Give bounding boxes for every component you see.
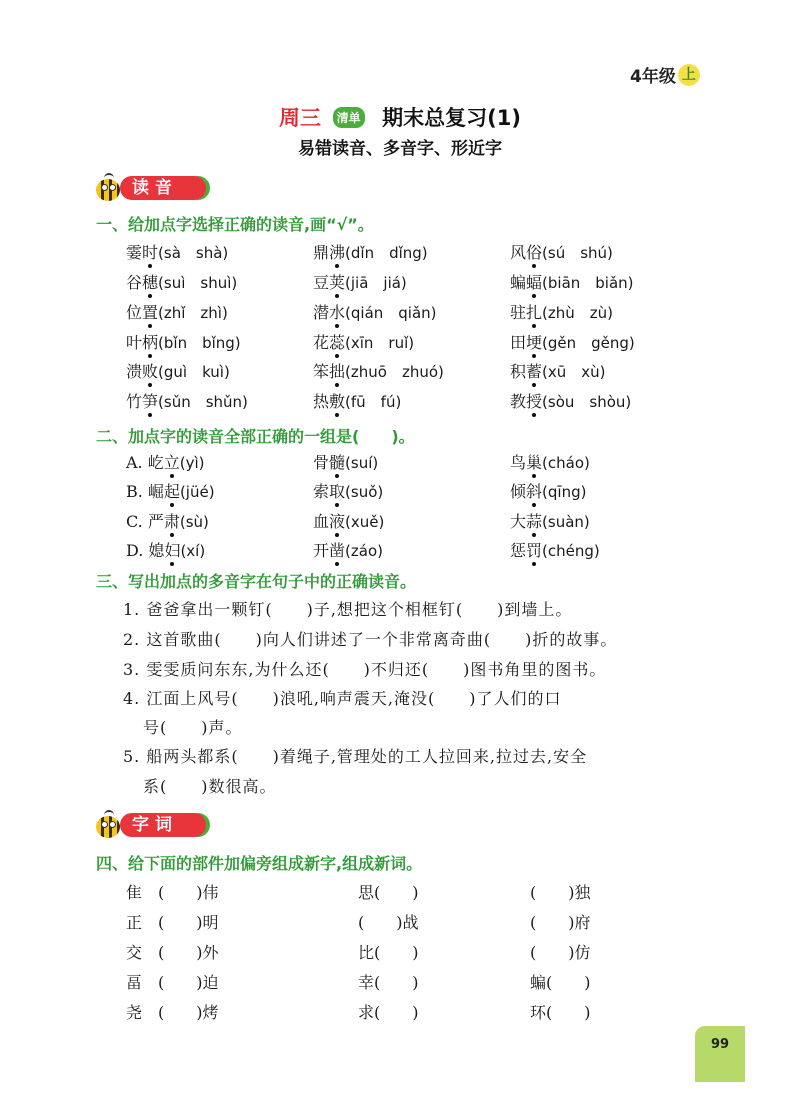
pinyin-options: (bǐn bǐng) (158, 334, 241, 352)
word-item: 交 ( )外 (126, 943, 219, 962)
char: 索 (313, 482, 330, 501)
grade-badge: 上 (678, 64, 700, 86)
page-subtitle: 易错读音、多音字、形近字 (298, 139, 502, 159)
char: 花 (313, 333, 330, 352)
pinyin: (qīng) (542, 483, 587, 501)
reading-item (126, 270, 237, 293)
dotted-char: 妇 (164, 538, 180, 561)
dotted-char: 置 (142, 300, 158, 323)
dotted-char: 俗 (526, 240, 542, 263)
dotted-char: 蝠 (526, 270, 542, 293)
choice-item (313, 450, 378, 473)
char: 叶 (126, 333, 143, 352)
word-item: ( )府 (530, 913, 591, 932)
reading-item (510, 270, 634, 293)
dotted-char: 笋 (142, 389, 158, 412)
pinyin: (suàn) (542, 513, 590, 531)
char: 大 (510, 512, 527, 531)
char: 位 (126, 303, 143, 322)
reading-banner (94, 173, 212, 203)
char: 风 (510, 243, 527, 262)
reading-row (0, 359, 800, 387)
reading-item (510, 330, 635, 353)
dotted-char: 埂 (526, 330, 542, 353)
dotted-char: 起 (164, 479, 180, 502)
pinyin: (sù) (179, 513, 209, 531)
dotted-char: 荚 (329, 270, 345, 293)
pinyin: (yì) (179, 454, 205, 472)
reading-item (313, 300, 437, 323)
choice-item (126, 538, 205, 561)
reading-item (126, 359, 230, 382)
reading-item (126, 240, 228, 263)
title-main: 期末总复习(1) (382, 106, 521, 130)
char: 倾 (510, 482, 527, 501)
choice-row (0, 479, 800, 507)
dotted-char: 时 (142, 240, 158, 263)
char: 竹 (126, 392, 143, 411)
char: 积 (510, 362, 527, 381)
title-prefix: 周三 (279, 106, 321, 130)
section2-heading: 二、加点字的读音全部正确的一组是( )。 (96, 427, 415, 446)
sentence-1: 1. 爸爸拿出一颗钉( )子,想把这个相框钉( )到墙上。 (123, 600, 573, 619)
pinyin-options: (gěn gěng) (542, 334, 635, 352)
char: 惩 (510, 541, 527, 560)
reading-banner-label: 读音 (120, 176, 206, 200)
pinyin: (jüé) (179, 483, 215, 501)
pinyin-options: (sú shú) (542, 244, 613, 262)
pinyin: (suí) (345, 454, 379, 472)
dotted-char: 敷 (329, 389, 345, 412)
pinyin: (xí) (180, 542, 206, 560)
dotted-char: 斜 (526, 479, 542, 502)
sentence-4: 4. 江面上风号( )浪吼,响声震天,淹没( )了人们的口 (123, 689, 562, 708)
char: D. 媳 (126, 541, 165, 560)
word-item: 环( ) (530, 1003, 591, 1022)
char: 血 (313, 512, 330, 531)
choice-item (126, 509, 209, 532)
char: 开 (313, 541, 330, 560)
char: 潜 (313, 303, 330, 322)
word-item: 隹 ( )伟 (126, 883, 219, 902)
reading-item (126, 330, 241, 353)
sentence-5-cont: 系( )数很高。 (143, 777, 277, 796)
char: 笨 (313, 362, 330, 381)
reading-item (510, 359, 606, 382)
reading-item (313, 330, 414, 353)
sentence-4-cont: 号( )声。 (143, 718, 243, 737)
pinyin: (suǒ) (345, 483, 384, 501)
dotted-char: 取 (329, 479, 345, 502)
choice-item (510, 479, 586, 502)
word-item: 尧 ( )烤 (126, 1003, 219, 1022)
reading-item (126, 300, 228, 323)
choice-item (126, 450, 205, 473)
reading-item (313, 270, 407, 293)
word-item: ( )独 (530, 883, 591, 902)
pinyin-options: (zhǐ zhì) (158, 304, 228, 322)
char: 鼎 (313, 243, 330, 262)
char: C. 严 (126, 512, 164, 531)
dotted-char: 沸 (329, 240, 345, 263)
pinyin-options: (guì kuì) (158, 363, 230, 381)
grade-text: 4年级 (630, 67, 676, 87)
reading-item (510, 389, 631, 412)
reading-item (510, 300, 613, 323)
dotted-char: 蕊 (329, 330, 345, 353)
reading-item (313, 389, 401, 412)
word-item: ( )战 (358, 913, 419, 932)
words-banner-label: 字词 (120, 813, 206, 837)
choice-row (0, 538, 800, 566)
word-item: 幸( ) (358, 973, 419, 992)
dotted-char: 肃 (164, 509, 180, 532)
sentence-3: 3. 雯雯质问东东,为什么还( )不归还( )图书角里的图书。 (123, 660, 607, 679)
dotted-char: 凿 (329, 538, 345, 561)
reading-row (0, 240, 800, 268)
char: 鸟 (510, 453, 527, 472)
dotted-char: 穗 (142, 270, 158, 293)
pinyin-options: (suì shuì) (158, 274, 238, 292)
word-item: 比( ) (358, 943, 419, 962)
pinyin: (xuě) (345, 513, 385, 531)
dotted-char: 拙 (329, 359, 345, 382)
char: 豆 (313, 273, 330, 292)
word-item: ( )仿 (530, 943, 591, 962)
pinyin: (cháo) (542, 454, 590, 472)
reading-item (313, 240, 428, 263)
dotted-char: 扎 (526, 300, 542, 323)
choice-item (126, 479, 215, 502)
dotted-char: 液 (329, 509, 345, 532)
dotted-char: 巢 (526, 450, 542, 473)
pinyin-options: (qián qiǎn) (345, 304, 437, 322)
grade-label (630, 62, 700, 87)
char: A. 屹 (126, 453, 164, 472)
word-item: 正 ( )明 (126, 913, 219, 932)
reading-row (0, 330, 800, 358)
dotted-char: 败 (142, 359, 158, 382)
pinyin-options: (fū fú) (345, 393, 402, 411)
char: 热 (313, 392, 330, 411)
dotted-char: 授 (526, 389, 542, 412)
reading-item (313, 359, 444, 382)
choice-item (313, 538, 383, 561)
dotted-char: 髓 (329, 450, 345, 473)
choice-row (0, 509, 800, 537)
pinyin-options: (xīn ruǐ) (345, 334, 415, 352)
pinyin-options: (dǐn dǐng) (345, 244, 428, 262)
sentence-5: 5. 船两头都系( )着绳子,管理处的工人拉回来,拉过去,安全 (123, 747, 588, 766)
pinyin-options: (xū xù) (542, 363, 606, 381)
char: 蝙 (510, 273, 527, 292)
page-title (0, 102, 800, 132)
pinyin: (chéng) (542, 542, 600, 560)
reading-row (0, 270, 800, 298)
pinyin-options: (sà shà) (158, 244, 229, 262)
dotted-char: 柄 (142, 330, 158, 353)
reading-item (510, 240, 613, 263)
page-number: 99 (695, 1026, 745, 1082)
choice-item (510, 450, 590, 473)
title-badge: 清单 (333, 107, 365, 128)
dotted-char: 蓄 (526, 359, 542, 382)
section4-heading: 四、给下面的部件加偏旁组成新字,组成新词。 (96, 854, 423, 873)
pinyin-options: (sǔn shǔn) (158, 393, 248, 411)
section3-heading: 三、写出加点的多音字在句子中的正确读音。 (96, 572, 417, 591)
dotted-char: 水 (329, 300, 345, 323)
reading-row (0, 300, 800, 328)
choice-item (510, 538, 600, 561)
dotted-char: 蒜 (526, 509, 542, 532)
word-item: 思( ) (358, 883, 419, 902)
choice-row (0, 450, 800, 478)
char: 溃 (126, 362, 143, 381)
pinyin: (záo) (345, 542, 383, 560)
char: 田 (510, 333, 527, 352)
char: B. 崛 (126, 482, 164, 501)
word-item: 畐 ( )迫 (126, 973, 219, 992)
section1-heading: 一、给加点字选择正确的读音,画“√”。 (96, 215, 374, 234)
pinyin-options: (sòu shòu) (542, 393, 632, 411)
pinyin-options: (zhù zù) (542, 304, 614, 322)
word-item: 求( ) (358, 1003, 419, 1022)
word-item: 蝙( ) (530, 973, 591, 992)
choice-item (510, 509, 590, 532)
pinyin-options: (jiā jiá) (345, 274, 407, 292)
char: 骨 (313, 453, 330, 472)
pinyin-options: (zhuō zhuó) (345, 363, 444, 381)
choice-item (313, 509, 384, 532)
sentence-2: 2. 这首歌曲( )向人们讲述了一个非常离奇曲( )折的故事。 (123, 630, 618, 649)
reading-row (0, 389, 800, 417)
char: 谷 (126, 273, 143, 292)
char: 教 (510, 392, 527, 411)
dotted-char: 立 (164, 450, 180, 473)
pinyin-options: (biān biǎn) (542, 274, 634, 292)
dotted-char: 罚 (526, 538, 542, 561)
char: 霎 (126, 243, 143, 262)
words-banner (94, 810, 212, 840)
choice-item (313, 479, 383, 502)
reading-item (126, 389, 248, 412)
char: 驻 (510, 303, 527, 322)
